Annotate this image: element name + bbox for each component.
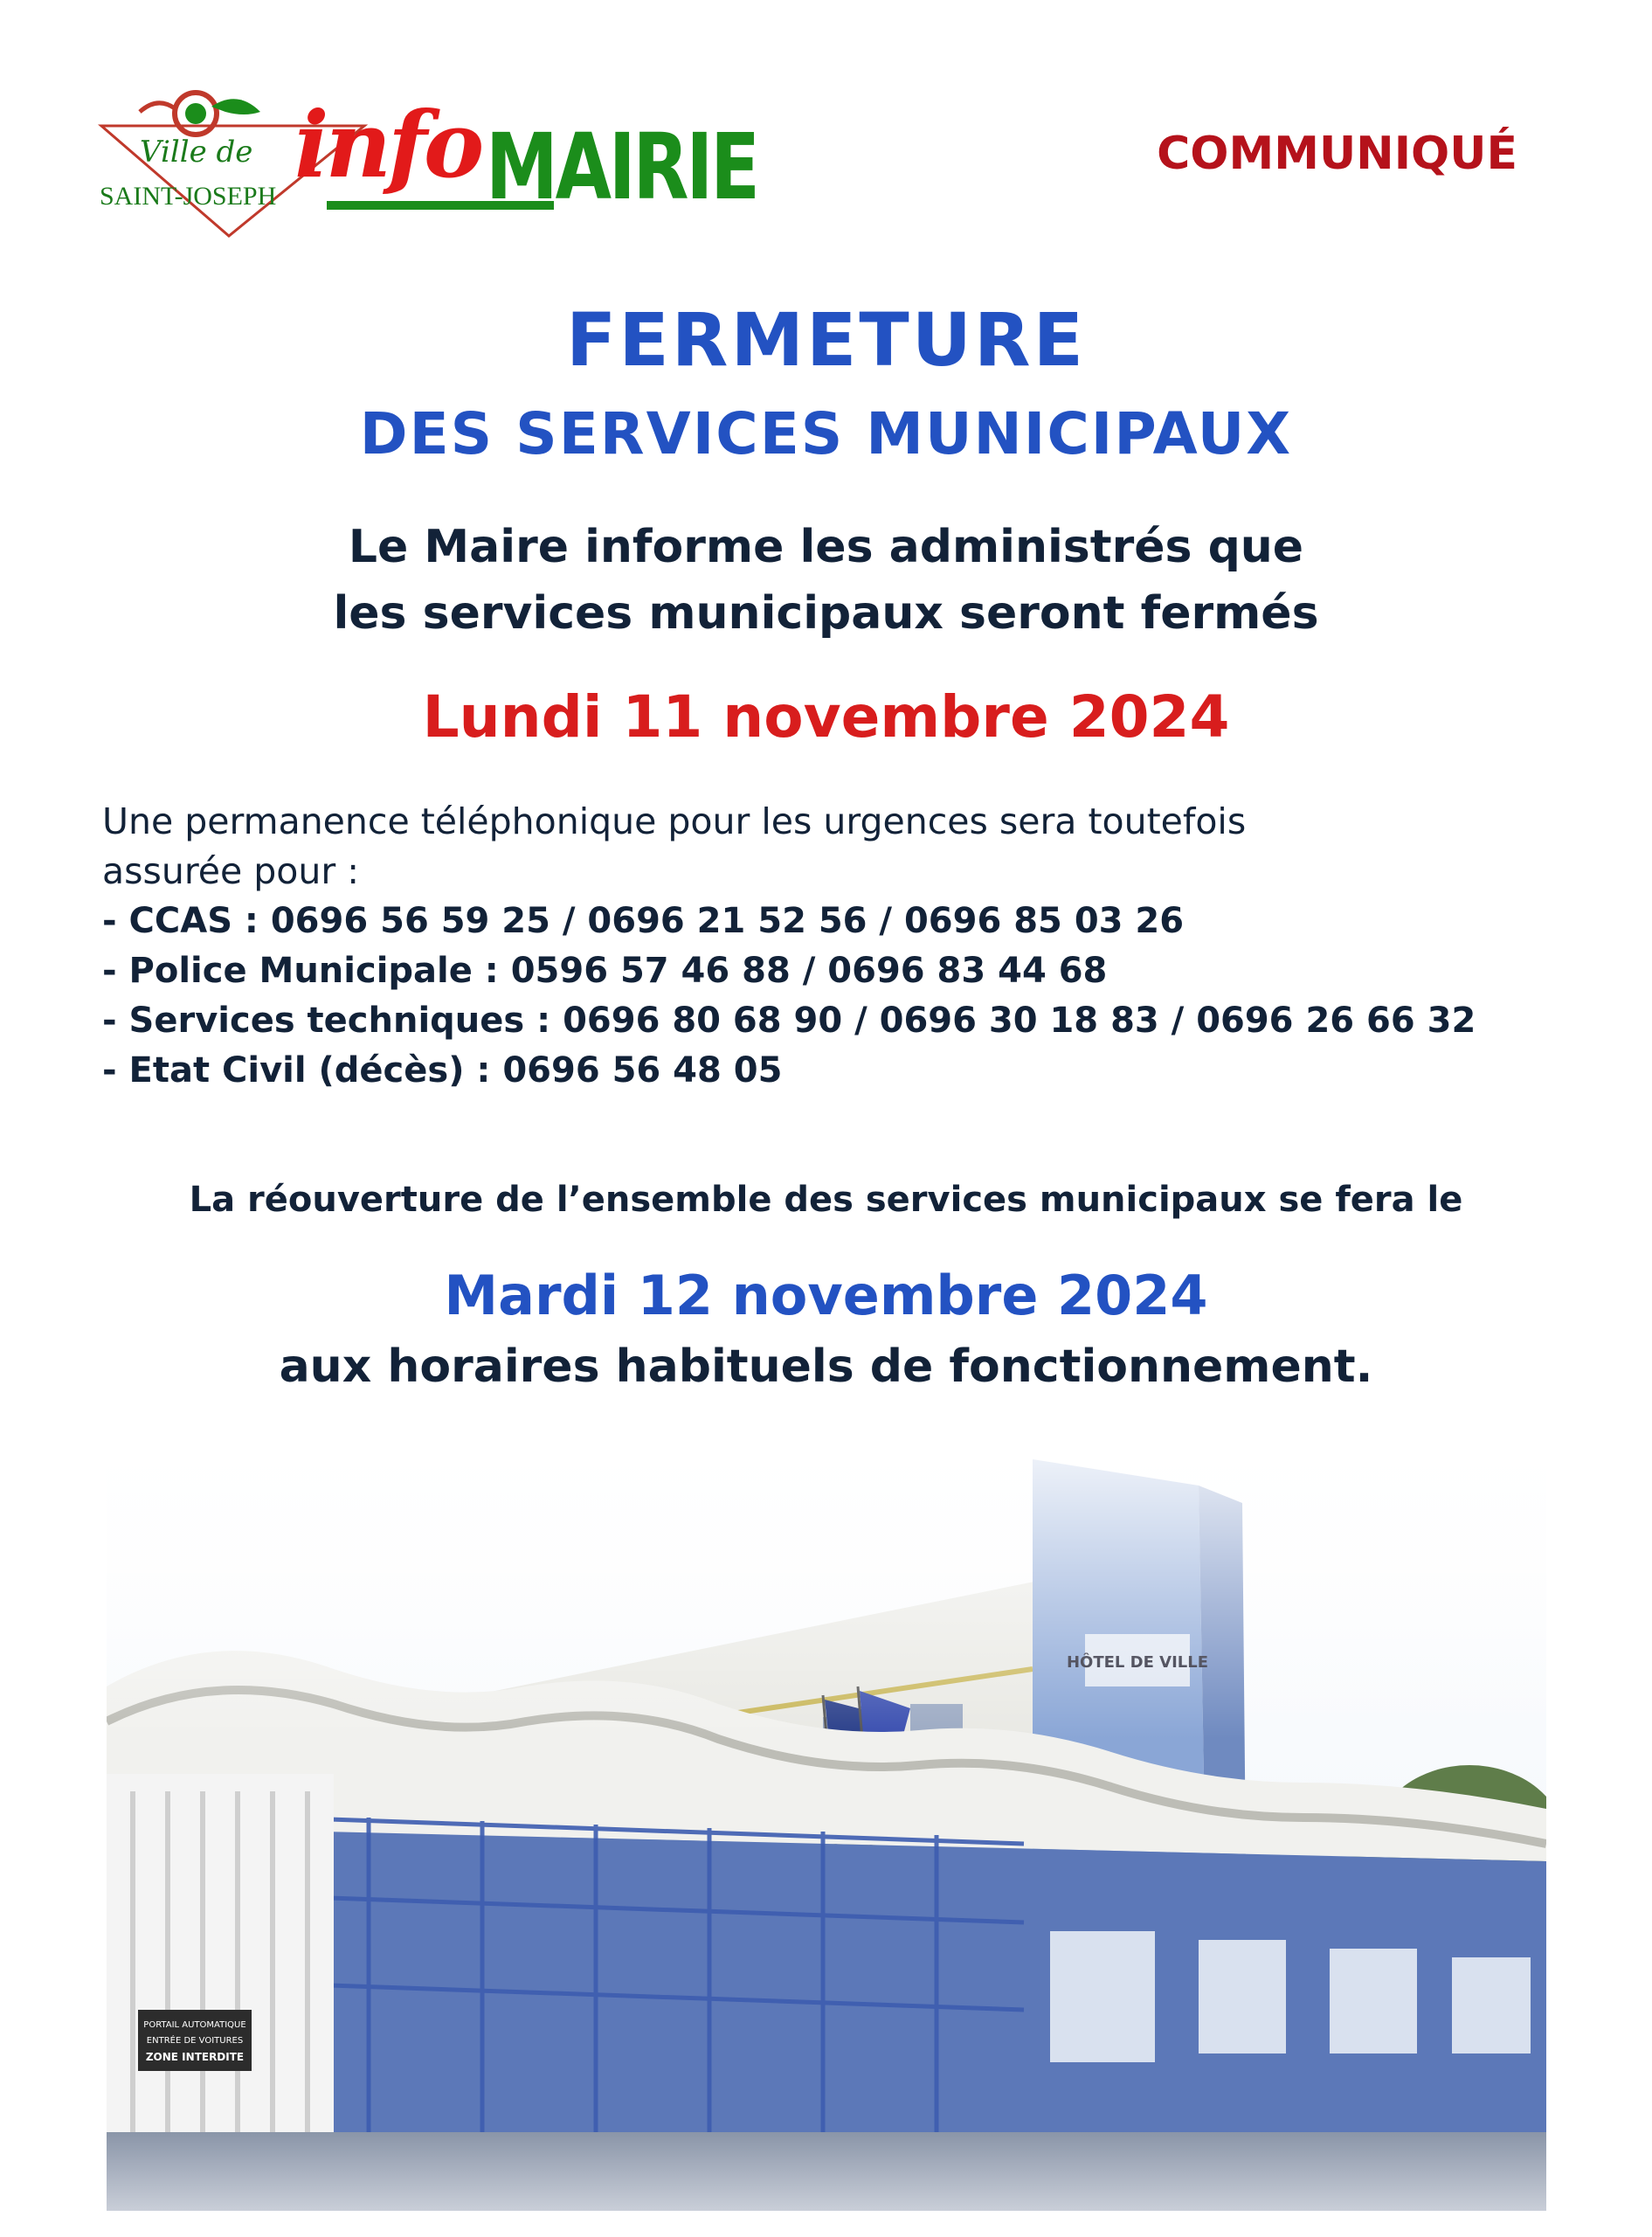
logo-mairie-text: MAIRIE — [486, 114, 757, 220]
reopening-date: Mardi 12 novembre 2024 — [444, 1264, 1208, 1327]
gate-sign-text-1: PORTAIL AUTOMATIQUE — [143, 2020, 246, 2030]
contact-etat-civil: - Etat Civil (décès) : 0696 56 48 05 — [102, 1050, 783, 1091]
contact-ccas: - CCAS : 0696 56 59 25 / 0696 21 52 56 / 0696 85 03 26 — [102, 901, 1185, 941]
permanence-block — [102, 797, 1587, 1096]
announcement-line-2: les services municipaux seront fermés — [333, 587, 1319, 640]
infomairie-logo — [98, 80, 757, 255]
closure-date: Lundi 11 novembre 2024 — [422, 683, 1230, 751]
logo-info-text: info — [294, 91, 481, 198]
gate-sign-text-3: ZONE INTERDITE — [145, 2051, 245, 2063]
announcement-line-1: Le Maire informe les administrés que — [348, 521, 1304, 573]
reopening-hours: aux horaires habituels de fonctionnement. — [279, 1340, 1373, 1393]
announcement-text — [0, 514, 1652, 647]
logo-ville-text: Ville de — [140, 135, 253, 170]
permanence-intro-1: Une permanence téléphonique pour les urgences sera toutefois — [102, 800, 1247, 842]
contact-services-techniques: - Services techniques : 0696 80 68 90 / 0696 30 18 83 / 0696 26 66 32 — [102, 1001, 1476, 1041]
permanence-intro-2: assurée pour : — [102, 850, 360, 892]
logo-town-text: SAINT-JOSEPH — [100, 182, 277, 211]
contact-police: - Police Municipale : 0596 57 46 88 / 0696 83 44 68 — [102, 951, 1108, 991]
gate-sign-text-2: ENTRÉE DE VOITURES — [146, 2036, 244, 2046]
title-services: DES SERVICES MUNICIPAUX — [359, 400, 1293, 467]
title-fermeture: FERMETURE — [566, 297, 1086, 383]
town-hall-photo — [107, 1407, 1546, 2211]
communique-label: COMMUNIQUÉ — [1157, 128, 1517, 180]
reopening-text: La réouverture de l’ensemble des services municipaux se fera le — [189, 1180, 1463, 1220]
